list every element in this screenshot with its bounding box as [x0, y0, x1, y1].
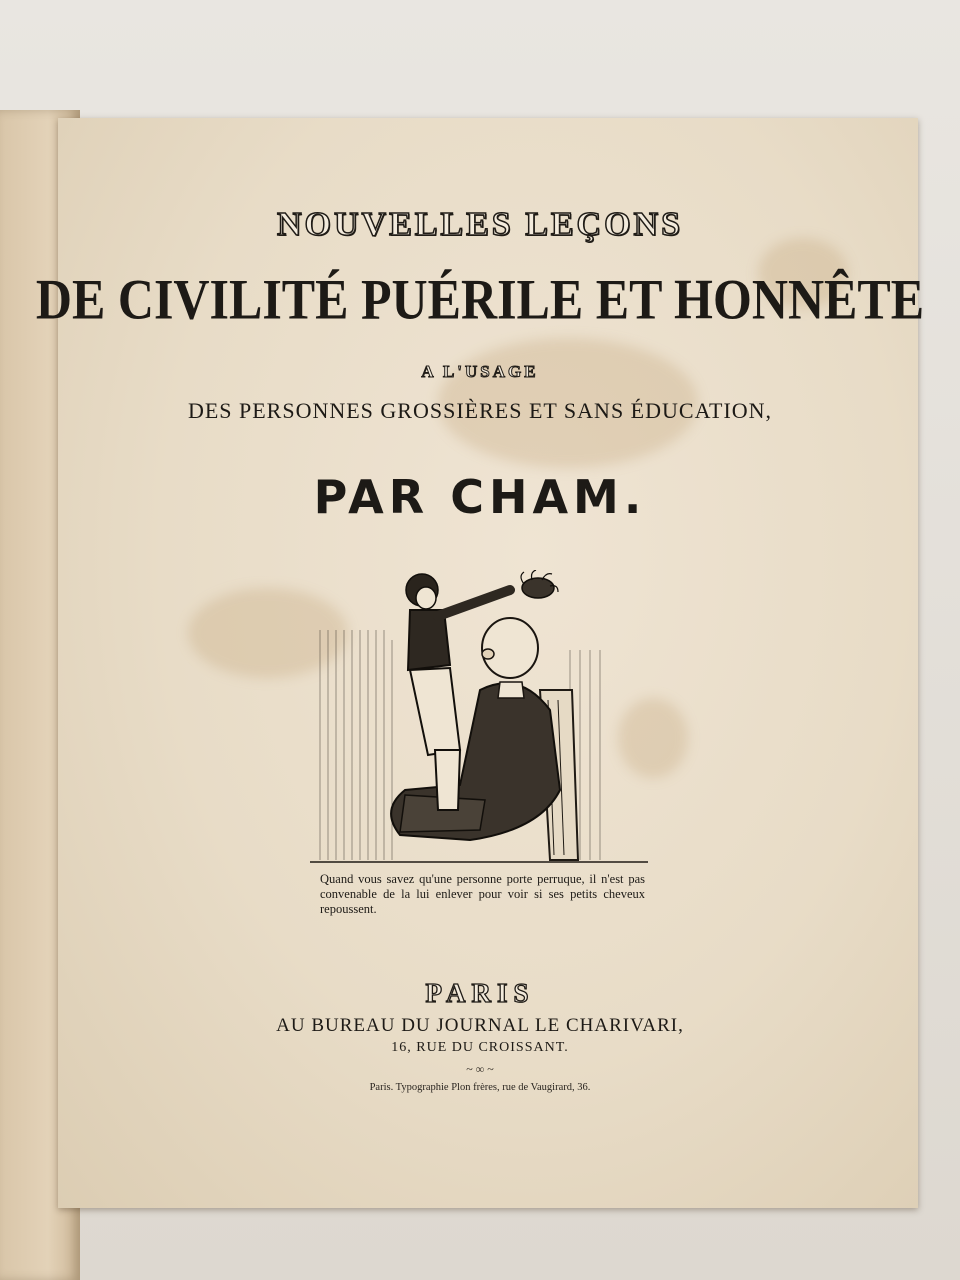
engraving-illustration: [310, 570, 648, 870]
ornament-divider: ~ ∞ ~: [466, 1062, 494, 1076]
imprint-printer: Paris. Typographie Plon frères, rue de Vaugirard, 36.: [369, 1082, 591, 1093]
title-line-a-lusage: A L'USAGE: [421, 362, 539, 381]
illustration-caption: Quand vous savez qu'une personne porte perruque, il n'est pas convenable de la lui enlever pour voir si ses petits cheveux repoussent.: [320, 872, 645, 916]
title-line-personnes: DES PERSONNES GROSSIÈRES ET SANS ÉDUCATION,: [187, 398, 773, 423]
title-line-civilite: DE CIVILITÉ PUÉRILE ET HONNÊTE: [35, 266, 925, 332]
author-line: PAR CHAM.: [313, 470, 647, 524]
imprint-city: PARIS: [425, 978, 535, 1008]
imprint-address: 16, RUE DU CROISSANT.: [391, 1040, 569, 1055]
title-line-nouvelles-lecons: NOUVELLES LEÇONS: [276, 206, 684, 243]
imprint-publisher: AU BUREAU DU JOURNAL LE CHARIVARI,: [276, 1015, 684, 1036]
